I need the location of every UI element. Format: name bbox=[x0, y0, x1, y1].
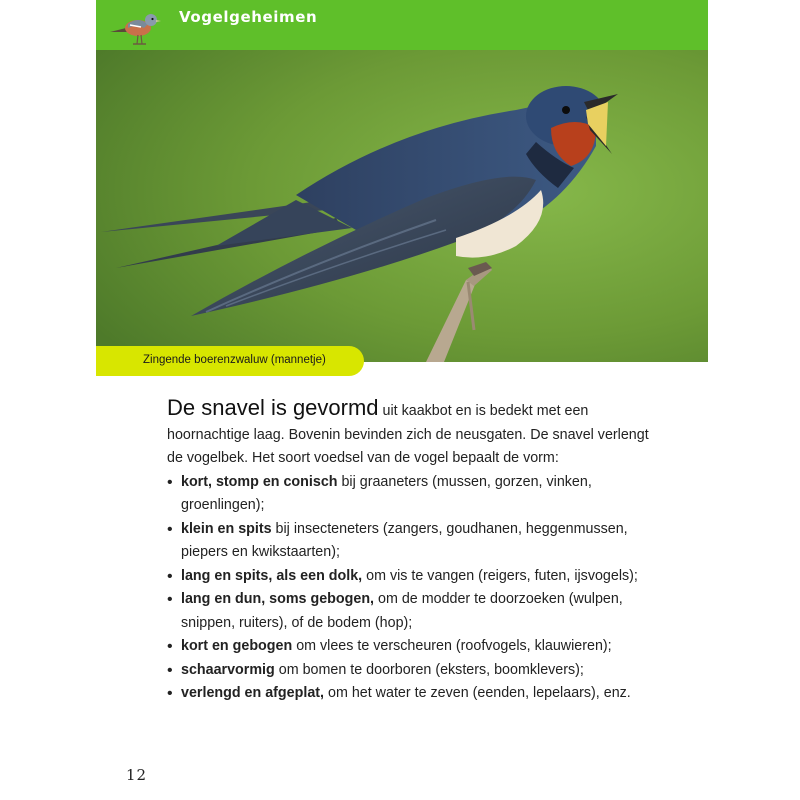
intro-text: uit kaakbot en is bedekt met een hoornachtige laag. Bovenin bevinden zich de neusgaten. De snavel verlengt de vogelbek. Het soort voedsel van de vogel bepaalt de vorm: bbox=[167, 403, 649, 466]
list-item bbox=[167, 635, 667, 659]
book-page bbox=[96, 0, 708, 800]
list-item bbox=[167, 588, 667, 635]
list-item-text: om vlees te verscheuren (roofvogels, klauwieren); bbox=[292, 638, 612, 654]
list-item-bold: klein en spits bbox=[181, 520, 272, 537]
page-number: 12 bbox=[126, 766, 148, 784]
intro-paragraph bbox=[167, 396, 667, 471]
list-item-text: bij graaneters (mussen, gorzen, vinken, groenlingen); bbox=[181, 473, 592, 513]
chapter-header bbox=[96, 0, 708, 50]
list-item-bold: lang en spits, als een dolk, bbox=[181, 567, 363, 584]
list-item-bold: kort, stomp en conisch bbox=[181, 473, 338, 490]
chapter-title: Vogelgeheimen bbox=[179, 8, 318, 26]
chaffinch-bird-icon bbox=[108, 2, 164, 50]
list-item-text: bij insecteneters (zangers, goudhanen, heggenmussen, piepers en kwikstaarten); bbox=[181, 520, 628, 560]
list-item-text: om bomen te doorboren (eksters, boomklevers); bbox=[274, 661, 584, 678]
body-text bbox=[167, 396, 667, 706]
list-item bbox=[167, 471, 667, 518]
list-item-text: om de modder te doorzoeken (wulpen, snippen, ruiters), of de bodem (hop); bbox=[181, 591, 623, 631]
beak-shape-list bbox=[167, 471, 667, 706]
list-item-text: om het water te zeven (eenden, lepelaars), enz. bbox=[324, 685, 631, 701]
photo-caption-text: Zingende boerenzwaluw (mannetje) bbox=[143, 354, 326, 366]
swallow-photo bbox=[96, 50, 708, 362]
list-item-bold: verlengd en afgeplat, bbox=[181, 685, 325, 701]
list-item-bold: schaarvormig bbox=[181, 661, 275, 678]
list-item bbox=[167, 659, 667, 683]
list-item bbox=[167, 682, 667, 706]
lead-heading: De snavel is gevormd bbox=[167, 395, 379, 420]
list-item-bold: kort en gebogen bbox=[181, 638, 293, 654]
list-item-bold: lang en dun, soms gebogen, bbox=[181, 591, 375, 607]
list-item bbox=[167, 518, 667, 565]
photo-caption bbox=[96, 346, 364, 376]
list-item bbox=[167, 565, 667, 589]
list-item-text: om vis te vangen (reigers, futen, ijsvogels); bbox=[362, 567, 638, 584]
